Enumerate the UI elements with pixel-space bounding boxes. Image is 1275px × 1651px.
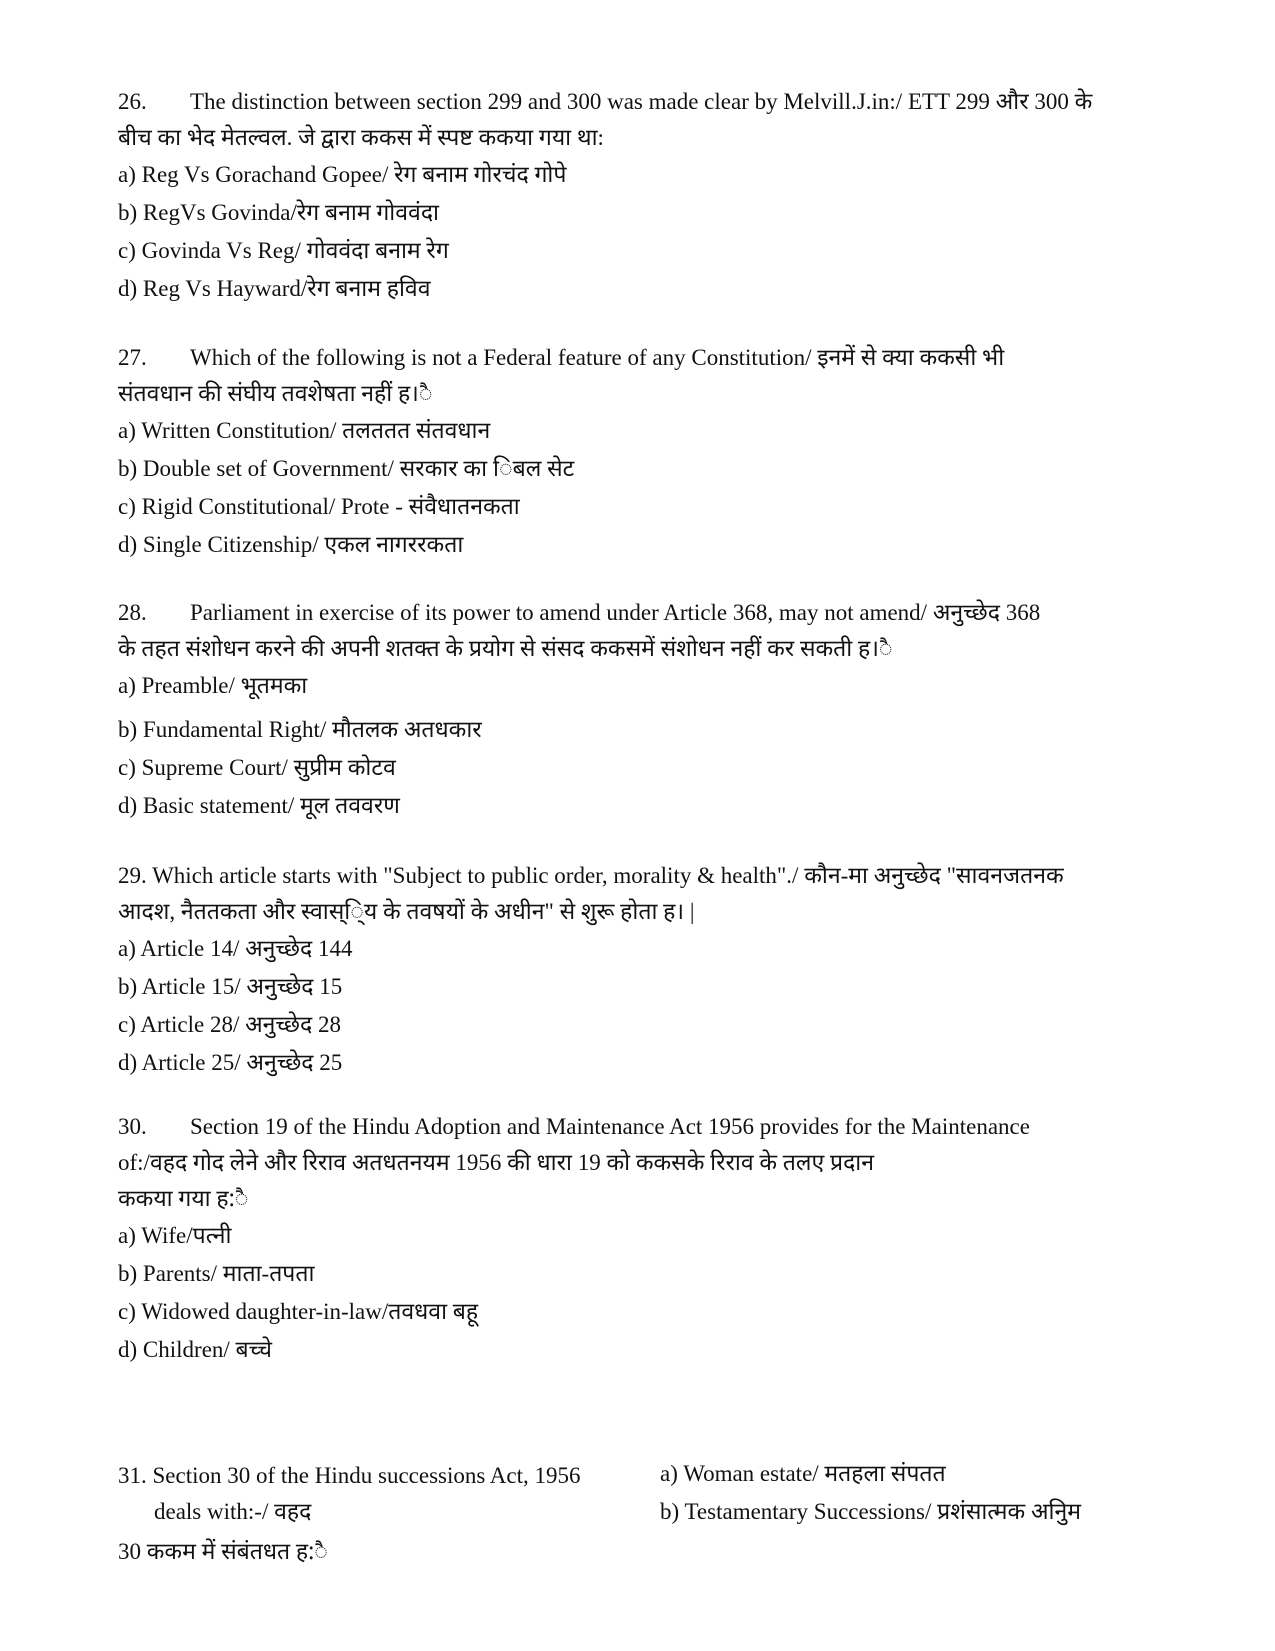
- question-number: 26.: [118, 89, 147, 114]
- option-a: a) Wife/पत्नी: [118, 1223, 232, 1248]
- option-a: a) Article 14/ अनुच्छेद 144: [118, 936, 353, 961]
- question-line: Which article starts with "Subject to public order, morality & health"./ कौन-मा अनुच्छेद "सावनजतनक: [152, 863, 1064, 888]
- option-b: b) Article 15/ अनुच्छेद 15: [118, 974, 343, 999]
- question-line: 30 ककम में संबंतधत ह:ै: [118, 1539, 328, 1564]
- option-b: b) Double set of Government/ सरकार का िबल सेट: [118, 456, 575, 481]
- question-line: Section 19 of the Hindu Adoption and Maintenance Act 1956 provides for the Maintenance: [190, 1114, 1030, 1139]
- question-line: ककया गया ह:ै: [118, 1186, 249, 1211]
- question-line: Which of the following is not a Federal feature of any Constitution/ इनमें से क्या ककसी भी: [190, 345, 1005, 370]
- option-a: a) Reg Vs Gorachand Gopee/ रेग बनाम गोरचंद गोपे: [118, 162, 567, 187]
- question-line: आदश, नैततकता और स्वास्ि्य के तवषयों के अधीन" से शुरू होता ह। |: [118, 899, 695, 924]
- question-text: [118, 858, 1198, 894]
- option-b: b) Testamentary Successions/ प्रशंसात्मक अनुिम: [660, 1499, 1082, 1524]
- option-a: a) Preamble/ भूतमका: [118, 673, 308, 698]
- option-c: c) Article 28/ अनुच्छेद 28: [118, 1012, 341, 1037]
- question-text: [118, 595, 1198, 631]
- question-line: of:/वहद गोद लेने और रिराव अतधतनयम 1956 की धारा 19 को ककसके रिराव के तलए प्रदान: [118, 1150, 875, 1175]
- option-d: d) Basic statement/ मूल तववरण: [118, 793, 400, 818]
- question-text: [118, 84, 1198, 120]
- option-d: d) Article 25/ अनुच्छेद 25: [118, 1050, 343, 1075]
- option-d: d) Single Citizenship/ एकल नागररकता: [118, 532, 464, 557]
- option-b: b) Fundamental Right/ मौतलक अतधकार: [118, 717, 482, 742]
- question-line: बीच का भेद मेतल्वल. जे द्वारा ककस में स्पष्ट ककया गया था:: [118, 125, 604, 150]
- option-a: a) Woman estate/ मतहला संपतत: [660, 1461, 946, 1486]
- question-line: के तहत संशोधन करने की अपनी शतक्त के प्रयोग से संसद ककसमें संशोधन नहीं कर सकती ह।ै: [118, 636, 893, 661]
- question-27: [118, 340, 1198, 564]
- option-b: b) RegVs Govinda/रेग बनाम गोववंदा: [118, 200, 439, 225]
- question-30: [118, 1109, 1198, 1369]
- question-31-options: [660, 1455, 1220, 1531]
- question-line: 31. Section 30 of the Hindu successions Act, 1956: [118, 1463, 581, 1488]
- question-29: [118, 858, 1198, 1082]
- question-number: 28.: [118, 600, 147, 625]
- question-28: [118, 595, 1198, 825]
- question-line: संतवधान की संघीय तवशेषता नहीं ह।ै: [118, 381, 433, 406]
- option-b: b) Parents/ माता-तपता: [118, 1261, 315, 1286]
- question-number: 30.: [118, 1114, 147, 1139]
- option-d: d) Reg Vs Hayward/रेग बनाम हविव: [118, 276, 431, 301]
- question-text: [118, 1109, 1198, 1145]
- option-c: c) Rigid Constitutional/ Prote - संवैधातनकता: [118, 494, 520, 519]
- question-line: deals with:-/ वहद: [154, 1499, 312, 1524]
- option-d: d) Children/ बच्चे: [118, 1337, 272, 1362]
- question-number: 29.: [118, 863, 147, 888]
- question-text: [118, 340, 1198, 376]
- question-line: Parliament in exercise of its power to amend under Article 368, may not amend/ अनुच्छेद 368: [190, 600, 1041, 625]
- option-c: c) Supreme Court/ सुप्रीम कोटव: [118, 755, 396, 780]
- option-c: c) Widowed daughter-in-law/तवधवा बहू: [118, 1299, 479, 1324]
- question-26: [118, 84, 1198, 308]
- question-number: 27.: [118, 345, 147, 370]
- option-a: a) Written Constitution/ तलततत संतवधान: [118, 418, 491, 443]
- option-c: c) Govinda Vs Reg/ गोववंदा बनाम रेग: [118, 238, 449, 263]
- question-31: [118, 1458, 638, 1570]
- question-line: The distinction between section 299 and 300 was made clear by Melvill.J.in:/ ETT 299 और 300 के: [190, 89, 1093, 114]
